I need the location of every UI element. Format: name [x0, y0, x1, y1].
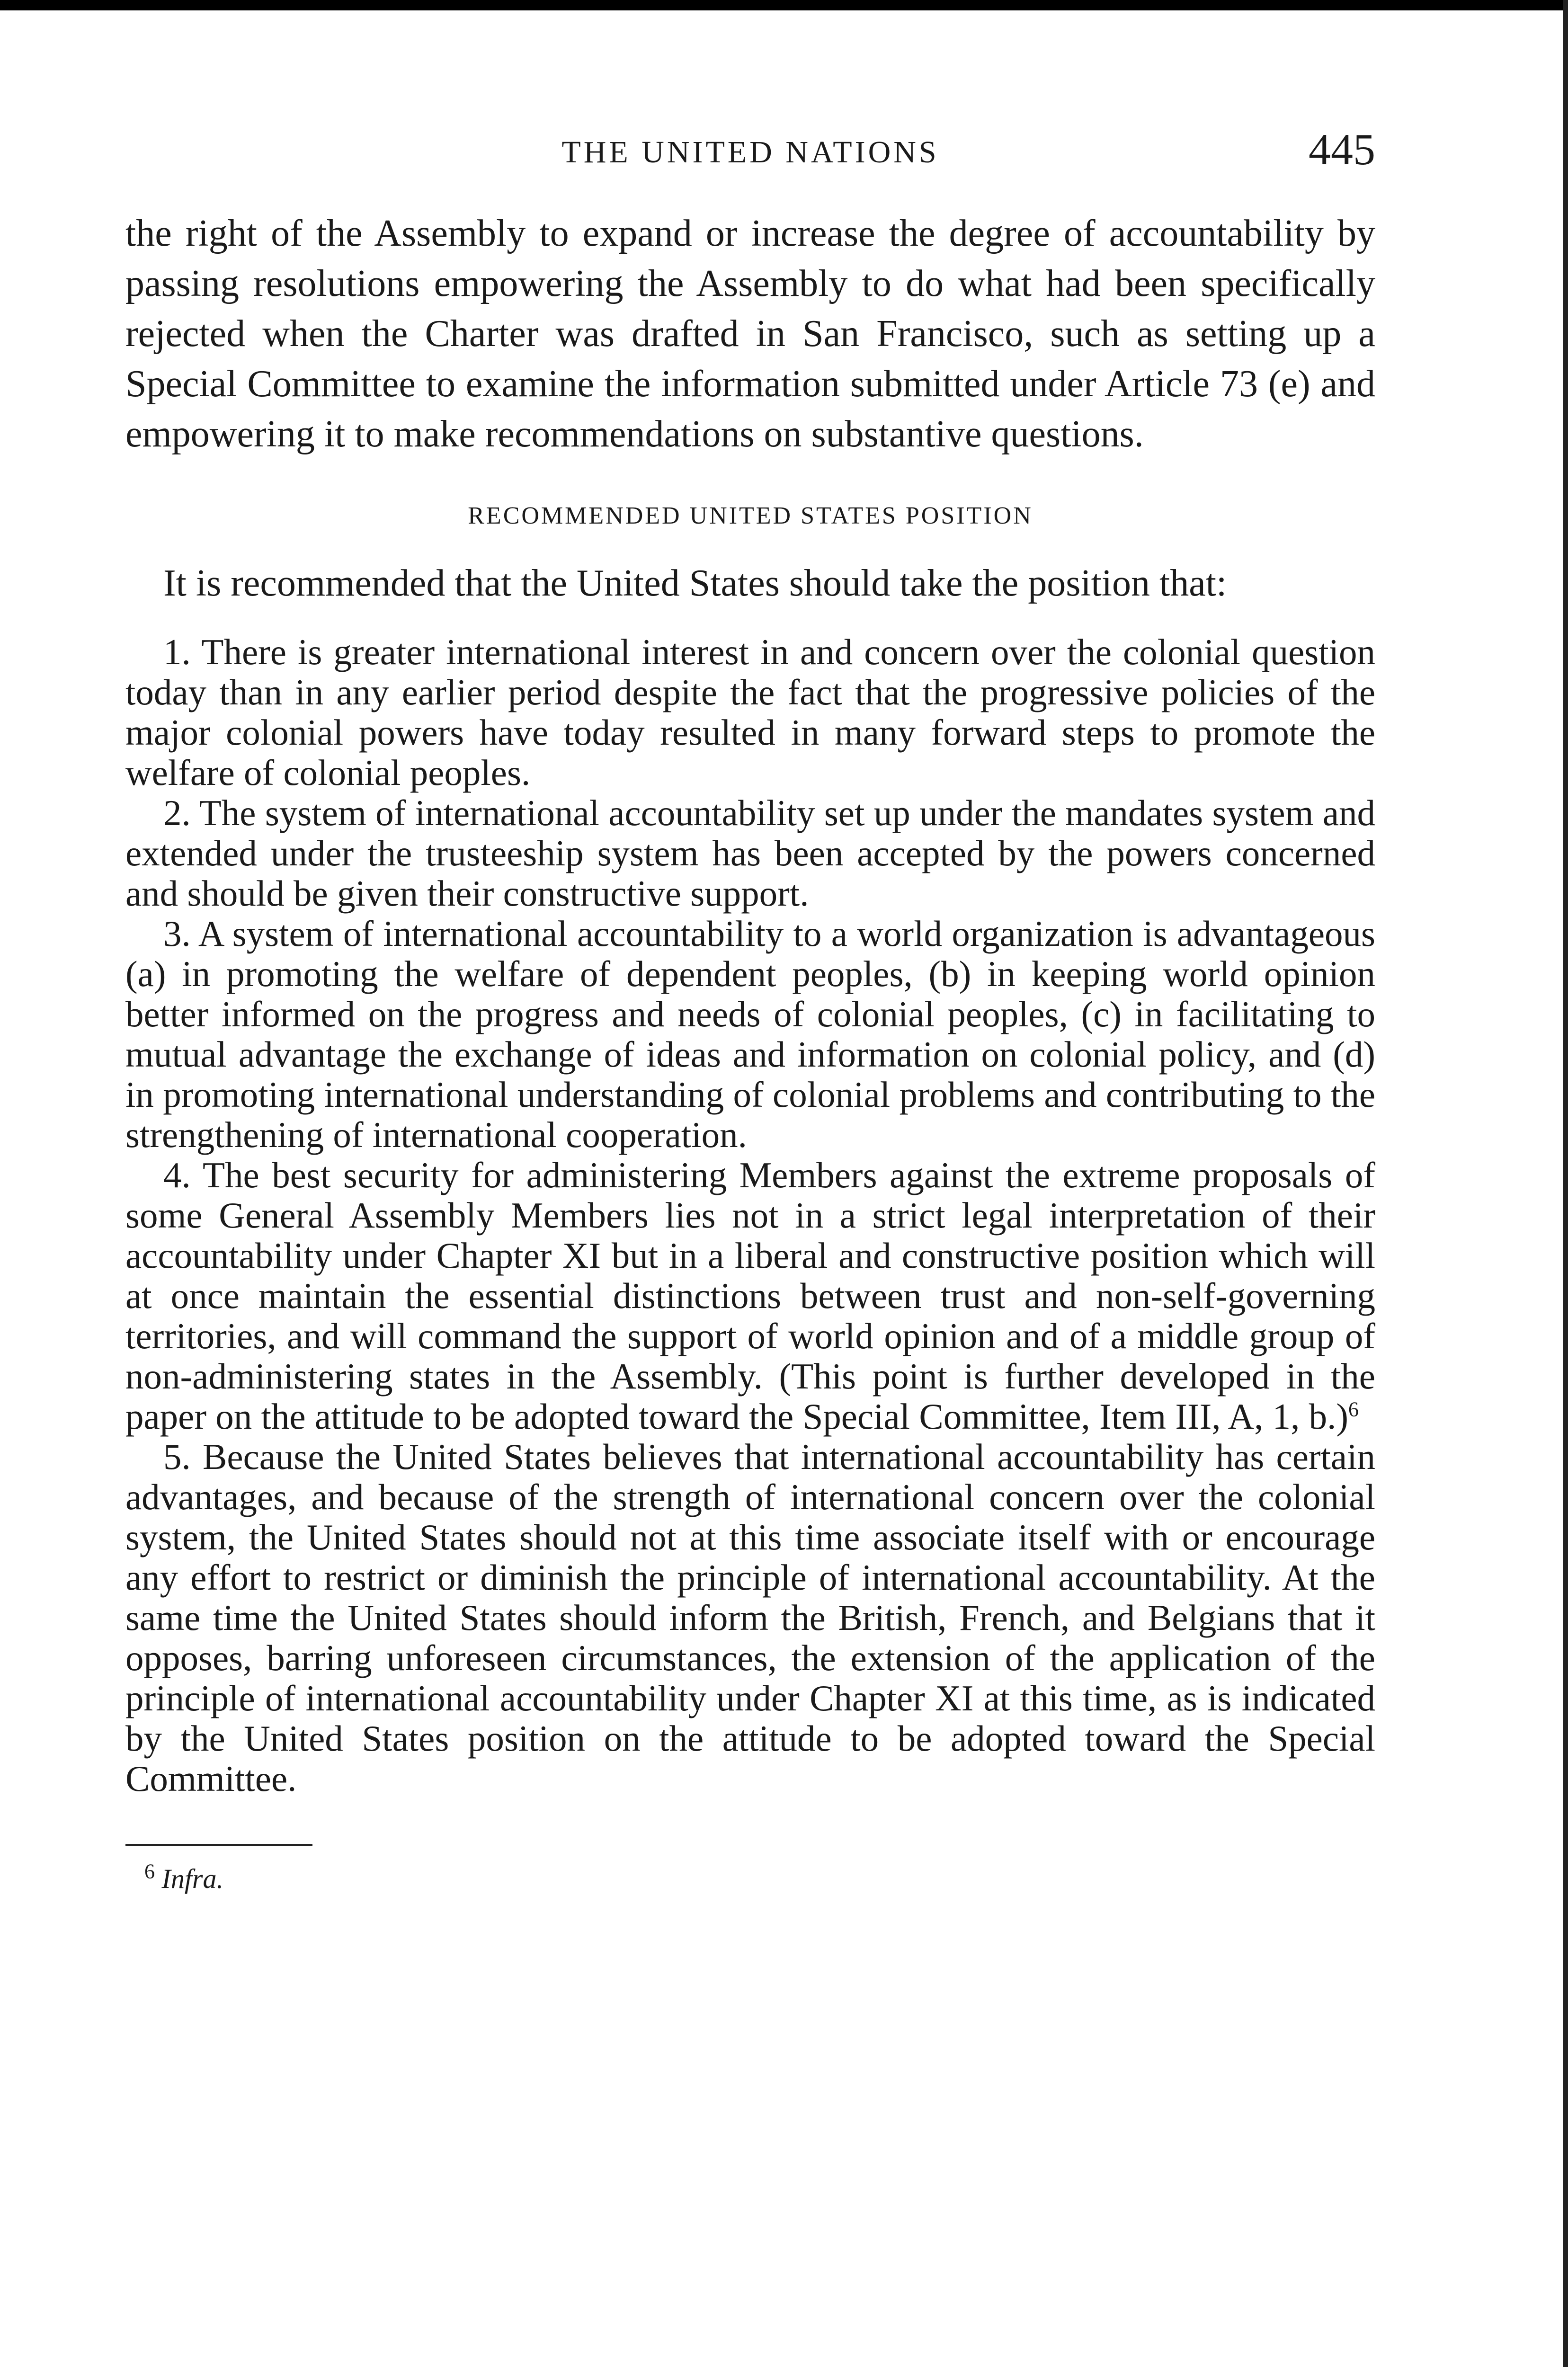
footnote-rule — [125, 1844, 312, 1846]
lead-paragraph: It is recommended that the United States should take the position that: — [163, 562, 1227, 604]
recommendation-item-1: 1. There is greater international interest in and concern over the colonial question today than in any earlier period despite the fact that the progressive policies of the major colonial powers have today resulted in many forward steps to promote the welfare of colonial peoples. — [125, 632, 1375, 793]
recommendation-item-5: 5. Because the United States believes that international accountability has certain advantages, and because of the strength of international concern over the colonial system, the United States should not at this time associate itself with or encourage any effort to restrict or diminish the principle of international accountability. At the same time the United States should inform the British, French, and Belgians that it opposes, barring unforeseen circumstances, the extension of the application of the principle of international accountability under Chapter XI at this time, as is indicated by the United States position on the attitude to be adopted toward the Special Committee. — [125, 1436, 1375, 1799]
running-title: THE UNITED NATIONS — [561, 135, 939, 169]
intro-paragraph: the right of the Assembly to expand or increase the degree of accountability by passing resolutions empowering the Assembly to do what had been specifically rejected when the Charter was drafted in San Francisco, such as setting up a Special Committee to examine the information submitted under Article 73 (e) and empowering it to make recommendations on substantive questions. — [125, 213, 1375, 455]
running-head — [125, 124, 1375, 181]
footnote-text: Infra. — [161, 1863, 223, 1894]
footnote — [125, 1860, 1375, 1895]
page-body — [125, 208, 1375, 1895]
section-heading: RECOMMENDED UNITED STATES POSITION — [468, 502, 1033, 529]
recommendation-item-4 — [125, 1155, 1375, 1437]
page-top-border — [0, 0, 1568, 10]
recommendation-item-2: 2. The system of international accountability set up under the mandates system and extended under the trusteeship system has been accepted by the powers concerned and should be given their constructive support. — [125, 792, 1375, 914]
recommendation-item-3: 3. A system of international accountability to a world organization is advantageous (a) in promoting the welfare of dependent peoples, (b) in keeping world opinion better informed on the progress and needs of colonial peoples, (c) in facilitating to mutual advantage the exchange of ideas and information on colonial policy, and (d) in promoting international understanding of colonial problems and contributing to the strengthening of international cooperation. — [125, 913, 1375, 1155]
page-right-border — [1563, 0, 1568, 2367]
page-number: 445 — [1309, 125, 1375, 174]
footnote-marker: 6 — [144, 1860, 155, 1883]
recommendation-item-4-text: 4. The best security for administering Members against the extreme proposals of some General Assembly Members lies not in a strict legal interpretation of their accountability under Chapter XI but in a liberal and constructive position which will at once maintain the essential distinctions between trust and non-self-governing territories, and will command the support of world opinion and of a middle group of non-administering states in the Assembly. (This point is further developed in the paper on the attitude to be adopted toward the Special Committee, Item III, A, 1, b.) — [125, 1155, 1375, 1437]
footnote-reference: 6 — [1348, 1397, 1359, 1421]
